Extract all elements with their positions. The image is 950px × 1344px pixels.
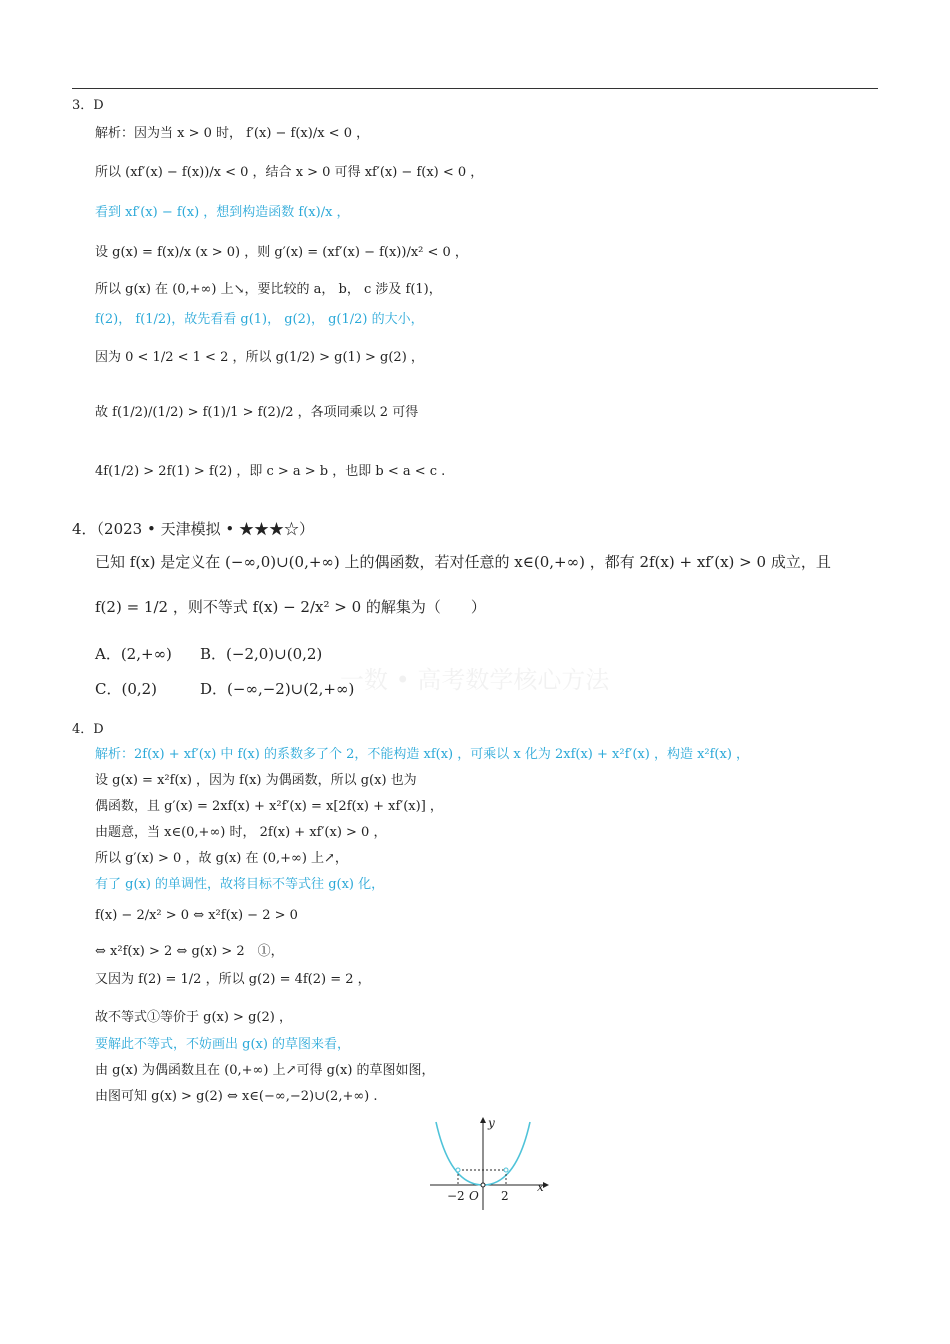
x-axis-arrow [543,1182,549,1188]
q4-option-d: D．(−∞,−2)∪(2,+∞) [200,680,355,698]
watermark: 一数 • 高考数学核心方法 [340,666,610,694]
a4-hint-2: 有了 g(x) 的单调性，故将目标不等式往 g(x) 化， [95,877,385,892]
q3-line-7: 4f(1/2) > 2f(1) > f(2) ，即 c > a > b ，也即 b < a < c . [95,464,446,479]
a4-answer: 4．D [72,722,104,737]
pos-tick-label: 2 [501,1189,509,1203]
q3-line-2: 所以 (xf′(x) − f(x))/x < 0 ，结合 x > 0 可得 xf′(x) − f(x) < 0 ， [95,165,484,180]
neg-tick-label: −2 [447,1189,465,1203]
y-label: y [488,1116,495,1130]
header-rule [72,88,878,89]
q3-line-1: 解析：因为当 x > 0 时， f′(x) − f(x)/x < 0 ， [95,126,370,141]
a4-line-3: 由题意，当 x∈(0,+∞) 时， 2f(x) + xf′(x) > 0 ， [95,825,387,840]
a4-line-4: 所以 g′(x) > 0 ，故 g(x) 在 (0,+∞) 上↗， [95,851,348,866]
a4-line-1: 设 g(x) = x²f(x) ，因为 f(x) 为偶函数，所以 g(x) 也为 [95,773,417,788]
a4-line-6: ⇔ x²f(x) > 2 ⇔ g(x) > 2 ①， [95,944,284,959]
origin-label: O [469,1189,479,1203]
a4-hint-1: 解析：2f(x) + xf′(x) 中 f(x) 的系数多了个 2，不能构造 xf(x) ，可乘以 x 化为 2xf(x) + x²f′(x) ，构造 x²f(x) ， [95,747,750,762]
q4-stem-2: f(2) = 1/2 ，则不等式 f(x) − 2/x² > 0 的解集为（ ） [95,598,486,616]
q3-line-4: 所以 g(x) 在 (0,+∞) 上↘，要比较的 a， b， c 涉及 f(1)， [95,282,442,297]
a4-line-9: 由 g(x) 为偶函数且在 (0,+∞) 上↗可得 g(x) 的草图如图， [95,1063,435,1078]
a4-line-8: 故不等式①等价于 g(x) > g(2) ， [95,1010,292,1025]
q3-answer: 3．D [72,98,104,113]
q3-line-6: 故 f(1/2)/(1/2) > f(1)/1 > f(2)/2 ，各项同乘以 2 可得 [95,405,419,420]
a4-line-2: 偶函数，且 g′(x) = 2xf(x) + x²f′(x) = x[2f(x) + xf′(x)] ， [95,799,443,814]
g-graph [425,1115,555,1210]
point-pos [504,1168,508,1172]
a4-hint-3: 要解此不等式，不妨画出 g(x) 的草图来看， [95,1037,351,1052]
q3-line-5: 因为 0 < 1/2 < 1 < 2 ，所以 g(1/2) > g(1) > g(2) ， [95,350,424,365]
origin-point [481,1183,485,1187]
q3-hint-1: 看到 xf′(x) − f(x) ，想到构造函数 f(x)/x ， [95,205,350,220]
q4-option-b: B．(−2,0)∪(0,2) [200,645,323,663]
a4-line-5: f(x) − 2/x² > 0 ⇔ x²f(x) − 2 > 0 [95,908,298,923]
q3-line-3: 设 g(x) = f(x)/x (x > 0) ，则 g′(x) = (xf′(x) − f(x))/x² < 0 ， [95,245,468,260]
y-axis-arrow [480,1117,486,1123]
q3-hint-2: f(2)， f(1/2)，故先看看 g(1)， g(2)， g(1/2) 的大小， [95,312,424,327]
point-neg [456,1168,460,1172]
q4-stem-1: 已知 f(x) 是定义在 (−∞,0)∪(0,+∞) 上的偶函数，若对任意的 x∈(0,+∞) ，都有 2f(x) + xf′(x) > 0 成立，且 [95,553,831,571]
a4-line-10: 由图可知 g(x) > g(2) ⇔ x∈(−∞,−2)∪(2,+∞) . [95,1089,378,1104]
q4-option-a: A．(2,+∞) [95,645,172,663]
x-label: x [537,1180,544,1194]
q4-option-c: C．(0,2) [95,680,158,698]
a4-line-7: 又因为 f(2) = 1/2 ，所以 g(2) = 4f(2) = 2 ， [95,972,371,987]
q4-title: 4．（2023 • 天津模拟 • ★★★☆） [72,520,314,538]
